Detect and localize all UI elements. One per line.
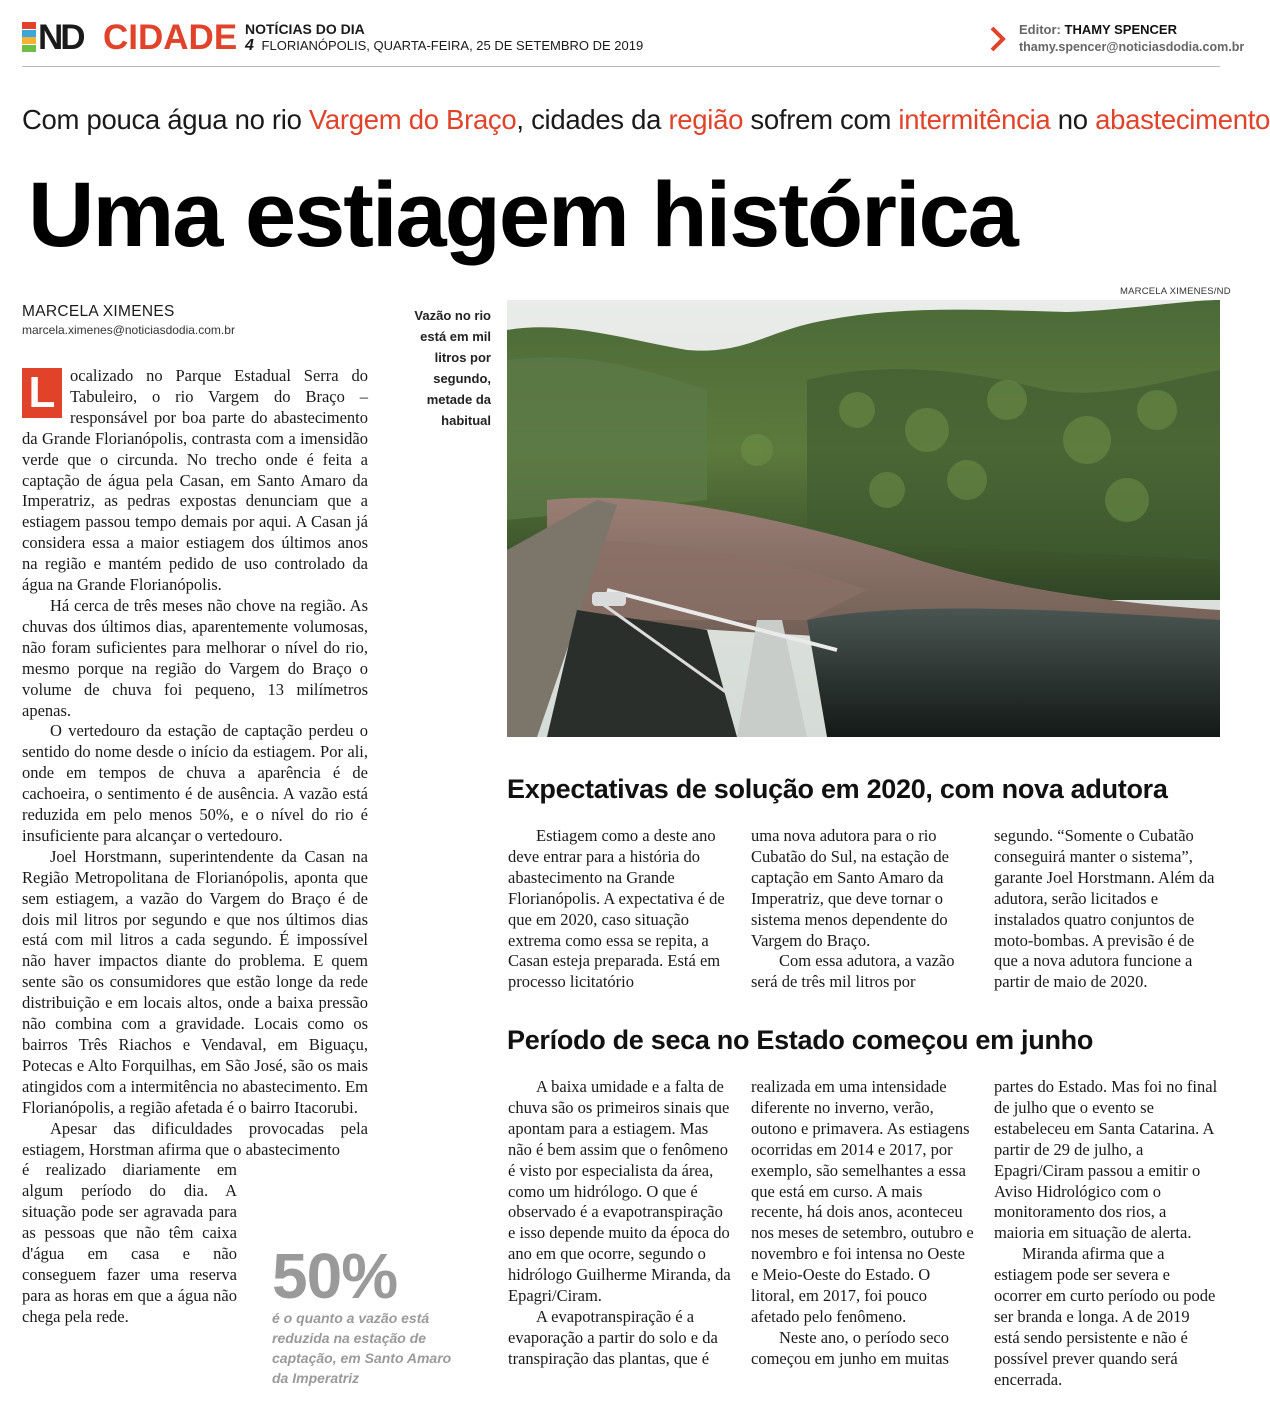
- body-paragraph: Apesar das dificuldades provocadas pela estiagem, Horstman afirma que o abastecimento: [22, 1118, 368, 1159]
- body-paragraph: Estiagem como a deste ano deve entrar para a história do abastecimento na Grande Florianópolis. A expectativa é de que em 2020, caso situação extrema como essa se repita, a Casan esteja preparada. Está em processo licitatório: [508, 826, 725, 992]
- section2-column-1: [508, 1077, 733, 1370]
- article-body: [22, 366, 368, 1328]
- stat-value: 50%: [272, 1240, 398, 1312]
- editor-email[interactable]: thamy.spencer@noticiasdodia.com.br: [1019, 40, 1245, 54]
- body-paragraph: é realizado diariamente em algum período do dia. A situação pode ser agravada para as pessoas que não têm caixa d'água em casa e não conseguem fazer uma reserva para as horas em que a água não chega pela rede.: [22, 1160, 237, 1326]
- body-paragraph: realizada em uma intensidade diferente no inverno, verão, outono e primavera. As estiagens ocorridas em 2014 e 2017, por exemplo, são semelhantes a essa que está em curso. A mais recente, há dois anos, aconteceu nos meses de setembro, outubro e novembro e foi intensa no Oeste e Meio-Oeste do Estado. O litoral, em 2017, foi pouco afetado pelo fenômeno.: [751, 1077, 974, 1326]
- kicker-highlight: abastecimento: [1095, 104, 1270, 135]
- body-paragraph: O vertedouro da estação de captação perdeu o sentido do nome desde o início da estiagem. Por ali, onde em tempos de chuva a aparência é de cachoeira, o sentimento é de ausência. A vazão está reduzida em pelo menos 50%, e o nível do rio é insuficiente para alcançar o vertedouro.: [22, 721, 368, 845]
- section-title: CIDADE: [103, 18, 238, 57]
- subhead-periodo-de-seca: Período de seca no Estado começou em junho: [507, 1025, 1094, 1055]
- section2-column-3: [994, 1077, 1219, 1391]
- author-email[interactable]: marcela.ximenes@noticiasdodia.com.br: [22, 323, 235, 337]
- body-paragraph: [22, 366, 368, 596]
- body-paragraph: Há cerca de três meses não chove na região. As chuvas dos últimos dias, aparentemente volumosas, não foram suficientes para melhorar o nível do rio, mesmo porque na região do Vargem do Braço o volume de chuva foi pequeno, 13 milímetros apenas.: [22, 595, 368, 720]
- river-photo: [507, 300, 1220, 737]
- page-info: [245, 38, 643, 54]
- dateline: FLORIANÓPOLIS, QUARTA-FEIRA, 25 DE SETEMBRO DE 2019: [261, 38, 644, 53]
- body-paragraph: Neste ano, o período seco começou em junho em muitas: [751, 1327, 949, 1368]
- section2-column-2: [751, 1077, 976, 1370]
- kicker: [22, 102, 1270, 138]
- photo-caption: Vazão no rio está em mil litros por segundo, metade da habitual: [414, 308, 491, 428]
- editor-line: [1019, 22, 1177, 38]
- subhead-expectativas: Expectativas de solução em 2020, com nova adutora: [507, 774, 1168, 804]
- body-paragraph: segundo. “Somente o Cubatão conseguirá manter o sistema”, garante Joel Horstmann. Além da adutora, serão licitados e instalados quatro conjuntos de moto-bombas. A previsão é de que a nova adutora funcione a partir de maio de 2020.: [994, 826, 1215, 992]
- body-paragraph: Joel Horstmann, superintendente da Casan na Região Metropolitana de Florianópolis, aponta que sem estiagem, a vazão do Vargem do Braço é de dois mil litros por segundo e que nos últimos dias está com mil litros a cada segundo. É impossível não haver impactos diante do problema. E quem sente são os consumidores que estão longe da rede distribuição e em locais altos, onde a baixa pressão não combina com a gravidade. Locais como os bairros Três Riachos e Vendaval, em Biguaçu, Potecas e Alto Forquilhas, em São José, são os mais atingidos com a intermitência no abastecimento. Em Florianópolis, a região afetada é o bairro Itacorubi.: [22, 846, 368, 1117]
- page-number: 4: [245, 37, 254, 54]
- body-paragraph: Com essa adutora, a vazão será de três mil litros por: [751, 951, 955, 992]
- kicker-highlight: região: [668, 104, 744, 135]
- section1-column-1: [508, 826, 733, 993]
- logo-color-bars: [22, 22, 36, 52]
- river-photo-illustration: [507, 300, 1220, 737]
- stat-description: é o quanto a vazão está reduzida na estação de captação, em Santo Amaro da Imperatriz: [272, 1310, 452, 1386]
- body-paragraph: Miranda afirma que a estiagem pode ser severa e ocorrer em curto período ou pode ser branda e longa. A de 2019 está sendo persistente e não é possível prever quando será encerrada.: [994, 1244, 1216, 1389]
- editor-label: Editor:: [1019, 22, 1061, 37]
- headline: Uma estiagem histórica: [28, 164, 1017, 266]
- body-paragraph: uma nova adutora para o rio Cubatão do Sul, na estação de captação em Santo Amaro da Imperatriz, que deve tornar o sistema menos dependente do Vargem do Braço.: [751, 826, 949, 950]
- body-paragraph: A baixa umidade e a falta de chuva são os primeiros sinais que apontam para a estiagem. Mas não é bem assim que o fenômeno é visto por especialista da área, como um hidrólogo. O que é observado é a evapotranspiração e isso depende muito da época do ano em que ocorre, segundo o hidrólogo Guilherme Miranda, da Epagri/Ciram.: [508, 1077, 731, 1306]
- header-divider: [22, 66, 1220, 67]
- body-text: ocalizado no Parque Estadual Serra do Tabuleiro, o rio Vargem do Braço – responsável por boa parte do abastecimento da Grande Florianópolis, contrasta com a imensidão verde que o circunda. No trecho onde é feita a captação de água pela Casan, em Santo Amaro da Imperatriz, as pedras expostas denunciam que a estiagem passou tempo demais por aqui. A Casan já considera essa a maior estiagem dos últimos anos na região e mantém pedido de uso controlado da água na Grande Florianópolis.: [22, 366, 368, 595]
- kicker-part: , cidades da: [516, 104, 669, 135]
- chevron-right-icon: [987, 24, 1009, 54]
- editor-name: THAMY SPENCER: [1064, 22, 1177, 37]
- newspaper-name: NOTÍCIAS DO DIA: [245, 21, 365, 37]
- section1-column-3: [994, 826, 1219, 993]
- kicker-highlight: Vargem do Braço: [308, 104, 517, 135]
- section1-column-2: [751, 826, 976, 993]
- kicker-part: sofrem com: [743, 104, 899, 135]
- body-paragraph: partes do Estado. Mas foi no final de julho que o evento se estabeleceu em Santa Catarina. A partir de 29 de julho, a Epagri/Ciram passou a emitir o Aviso Hidrológico com o monitoramento dos rios, a maioria em situação de alerta.: [994, 1077, 1218, 1243]
- author-name: MARCELA XIMENES: [22, 303, 175, 320]
- kicker-highlight: intermitência: [898, 104, 1051, 135]
- logo: [22, 17, 83, 57]
- logo-text: ND: [38, 17, 83, 57]
- drop-cap: L: [22, 368, 62, 418]
- photo-credit: MARCELA XIMENES/ND: [1120, 286, 1231, 297]
- body-paragraph: A evapotranspiração é a evaporação a partir do solo e da transpiração das plantas, que é: [508, 1306, 718, 1368]
- kicker-part: no: [1050, 104, 1096, 135]
- kicker-part: Com pouca água no rio: [22, 104, 309, 135]
